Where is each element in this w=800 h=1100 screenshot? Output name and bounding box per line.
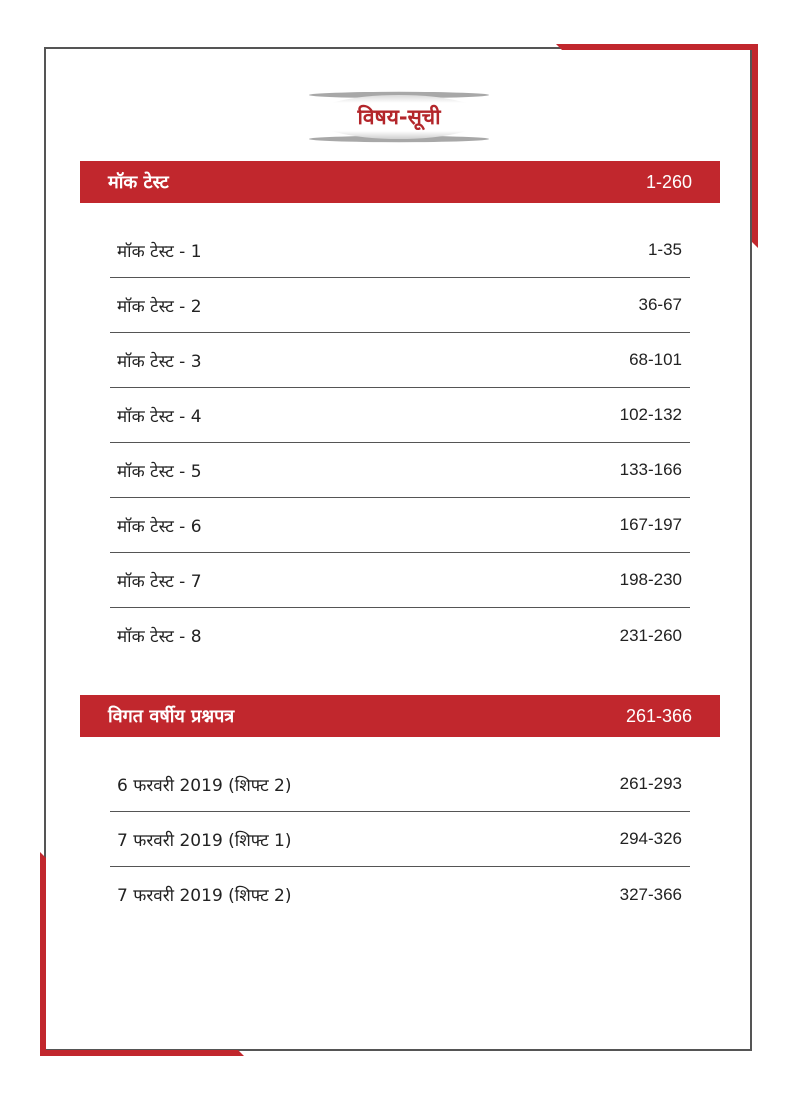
entry-pages: 231-260 — [619, 625, 682, 645]
entry-label: मॉक टेस्ट - 1 — [117, 241, 202, 262]
title-badge — [308, 90, 490, 144]
corner-accent-bottom-left — [40, 1050, 244, 1056]
entry-label: मॉक टेस्ट - 6 — [117, 516, 202, 537]
corner-accent-top-right-vertical — [752, 44, 758, 248]
entry-label: मॉक टेस्ट - 7 — [117, 571, 202, 592]
toc-entry — [110, 757, 690, 812]
section-page-range: 1-260 — [645, 171, 692, 192]
section-heading: विगत वर्षीय प्रश्नपत्र — [108, 706, 235, 727]
toc-entry — [110, 278, 690, 333]
entry-label: मॉक टेस्ट - 4 — [117, 406, 202, 427]
toc-entry — [110, 443, 690, 498]
section-page-range: 261-366 — [625, 705, 692, 726]
corner-accent-top-right — [556, 44, 758, 50]
entry-pages: 68-101 — [629, 350, 682, 369]
toc-entry — [110, 812, 690, 867]
toc-entry — [110, 608, 690, 663]
entry-pages: 294-326 — [619, 829, 682, 848]
entry-pages: 327-366 — [619, 884, 682, 904]
mock-test-list — [110, 223, 690, 663]
entry-label: मॉक टेस्ट - 2 — [117, 296, 202, 317]
entry-pages: 1-35 — [647, 240, 682, 259]
toc-entry — [110, 388, 690, 443]
entry-label: मॉक टेस्ट - 8 — [117, 627, 202, 647]
section-header-mock-tests — [80, 161, 720, 203]
entry-pages: 261-293 — [619, 774, 682, 793]
entry-label: 6 फरवरी 2019 (शिफ्ट 2) — [117, 775, 292, 796]
corner-accent-bottom-left-vertical — [40, 852, 46, 1056]
toc-entry — [110, 498, 690, 553]
toc-entry — [110, 867, 690, 922]
toc-entry — [110, 553, 690, 608]
entry-pages: 102-132 — [619, 405, 682, 424]
toc-entry — [110, 223, 690, 278]
previous-papers-list — [110, 757, 690, 922]
entry-pages: 36-67 — [638, 295, 682, 314]
entry-label: मॉक टेस्ट - 3 — [117, 351, 202, 372]
section-header-previous-papers — [80, 695, 720, 737]
entry-pages: 133-166 — [619, 460, 682, 479]
entry-label: 7 फरवरी 2019 (शिफ्ट 1) — [117, 830, 292, 851]
entry-label: मॉक टेस्ट - 5 — [117, 461, 202, 482]
toc-entry — [110, 333, 690, 388]
entry-pages: 167-197 — [619, 515, 682, 534]
entry-pages: 198-230 — [619, 570, 682, 589]
section-heading: मॉक टेस्ट — [108, 172, 169, 193]
page-title: विषय-सूची — [357, 105, 441, 129]
entry-label: 7 फरवरी 2019 (शिफ्ट 2) — [117, 886, 292, 906]
